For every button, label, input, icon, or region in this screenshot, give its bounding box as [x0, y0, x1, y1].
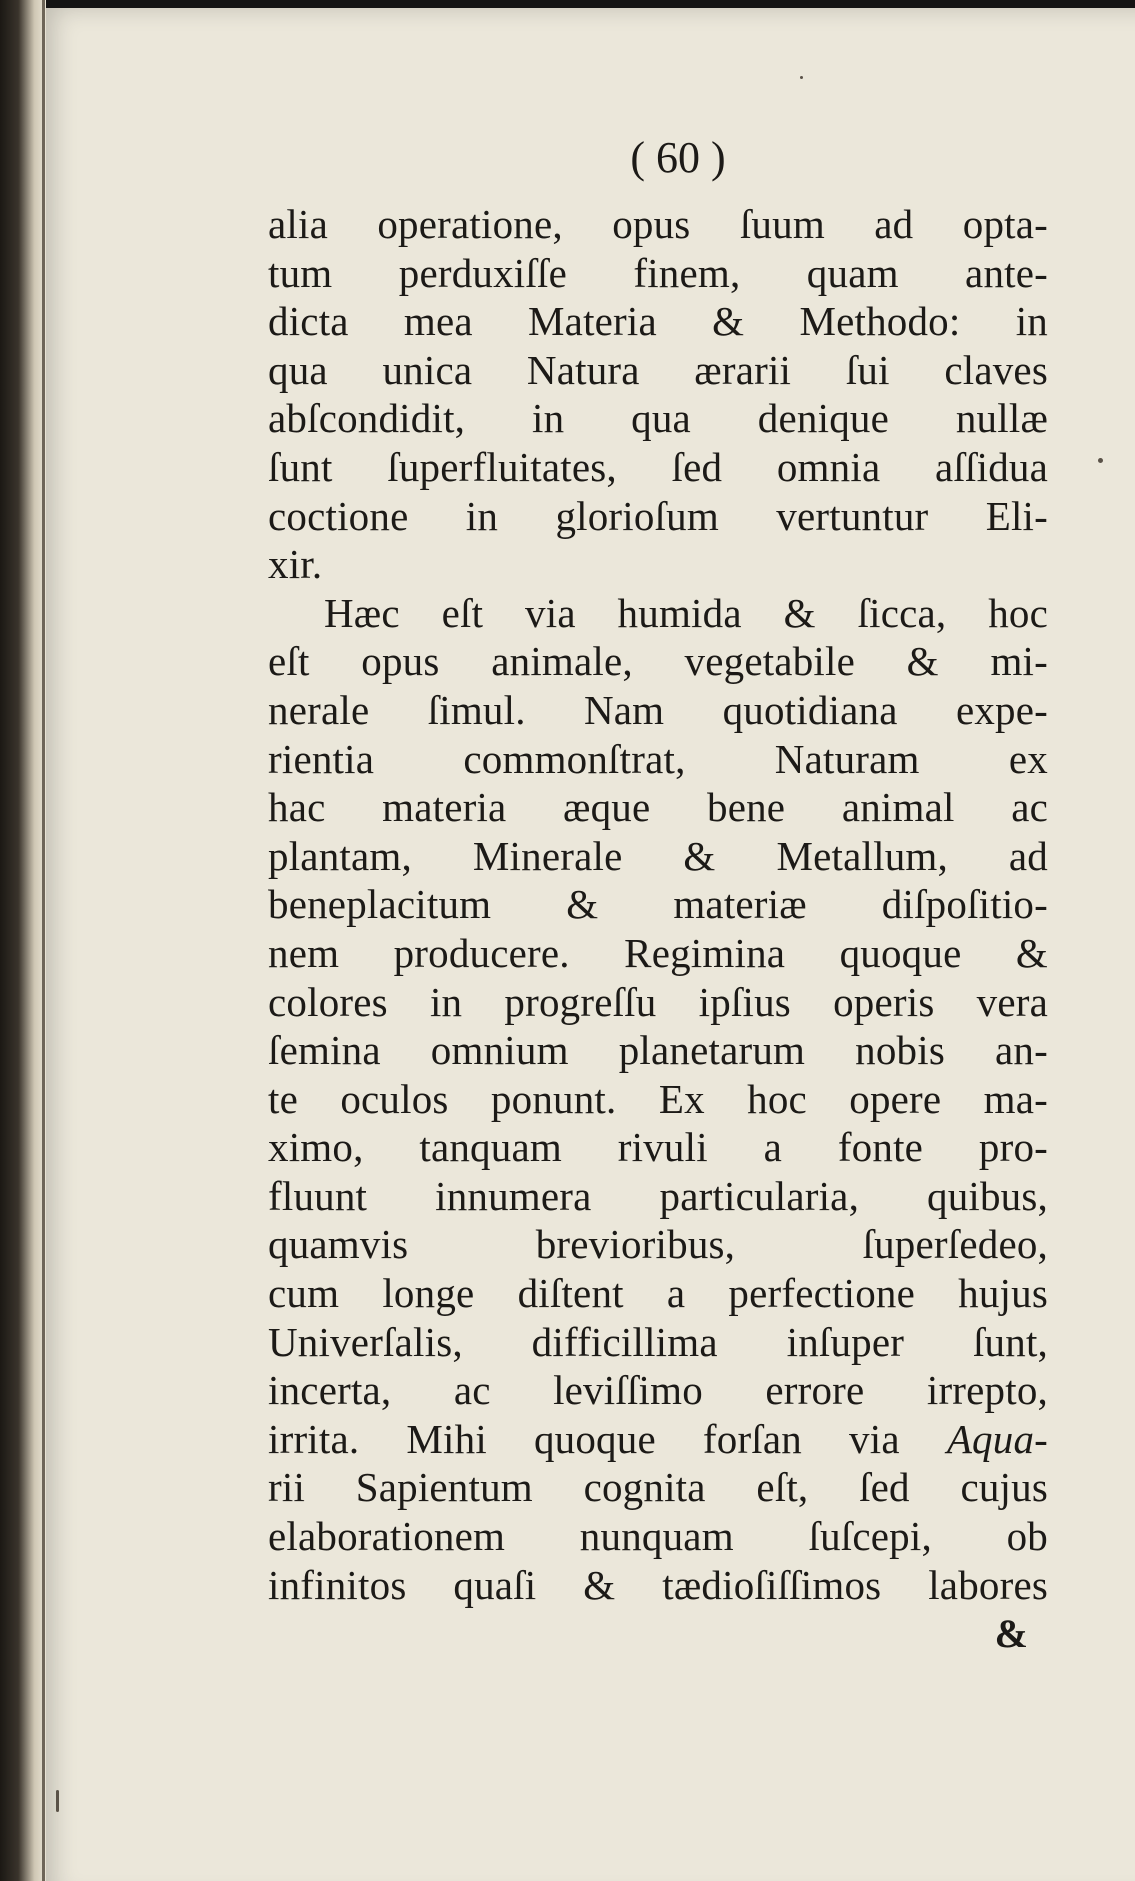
book-spine-shadow — [0, 0, 46, 1881]
text-line-with-italic — [268, 1415, 1048, 1464]
text-line: colores in progreſſu ipſius operis vera — [268, 978, 1048, 1025]
text-segment: irrita. Mihi quoque forſan via — [268, 1415, 900, 1462]
italic-word: Aqua- — [946, 1415, 1049, 1462]
text-line: hac materia æque bene animal ac — [268, 784, 1048, 831]
text-line: quamvis brevioribus, ſuperſedeo, — [268, 1221, 1048, 1268]
paper-speck — [800, 76, 803, 79]
text-line: cum longe diſtent a perfectione hujus — [268, 1270, 1048, 1317]
text-line: ximo, tanquam rivuli a fonte pro- — [268, 1124, 1048, 1171]
text-line: te oculos ponunt. Ex hoc opere ma- — [268, 1075, 1048, 1122]
text-line: xir. — [268, 541, 323, 588]
text-line: nem producere. Regimina quoque & — [268, 929, 1048, 976]
text-line: ſemina omnium planetarum nobis an- — [268, 1027, 1048, 1074]
text-line: eſt opus animale, vegetabile & mi- — [268, 638, 1048, 685]
text-line: plantam, Minerale & Metallum, ad — [268, 832, 1048, 879]
text-line: Univerſalis, difficillima inſuper ſunt, — [268, 1318, 1048, 1365]
text-line: tum perduxiſſe finem, quam ante- — [268, 249, 1048, 296]
text-line: qua unica Natura ærarii ſui claves — [268, 346, 1048, 393]
text-line: ſunt ſuperfluitates, ſed omnia aſſidua — [268, 443, 1048, 490]
text-line: nerale ſimul. Nam quotidiana expe- — [268, 686, 1048, 733]
text-line: dicta mea Materia & Methodo: in — [268, 298, 1048, 345]
paper-speck — [1098, 458, 1103, 463]
text-line: abſcondidit, in qua denique nullæ — [268, 395, 1048, 442]
page-edge — [42, 0, 45, 1881]
text-line: alia operatione, opus ſuum ad opta- — [268, 201, 1048, 247]
text-line: elaborationem nunquam ſuſcepi, ob — [268, 1513, 1048, 1560]
paragraph-start-line: Hæc eſt via humida & ſicca, hoc — [324, 589, 1048, 636]
page-number: ( 60 ) — [630, 133, 726, 182]
page-text-block — [268, 128, 1048, 1659]
text-line: rii Sapientum cognita eſt, ſed cujus — [268, 1464, 1048, 1511]
text-line: beneplacitum & materiæ diſpoſitio- — [268, 881, 1048, 928]
paper-speck — [56, 1790, 59, 1812]
text-line: rientia commonſtrat, Naturam ex — [268, 735, 1048, 782]
text-line: fluunt innumera particularia, quibus, — [268, 1172, 1048, 1219]
text-line: infinitos quaſi & tædioſiſſimos labores — [268, 1561, 1048, 1608]
catchword: & — [994, 1611, 1028, 1657]
text-line: incerta, ac leviſſimo errore irrepto, — [268, 1367, 1048, 1414]
text-line: coctione in glorioſum vertuntur Eli- — [268, 492, 1048, 539]
